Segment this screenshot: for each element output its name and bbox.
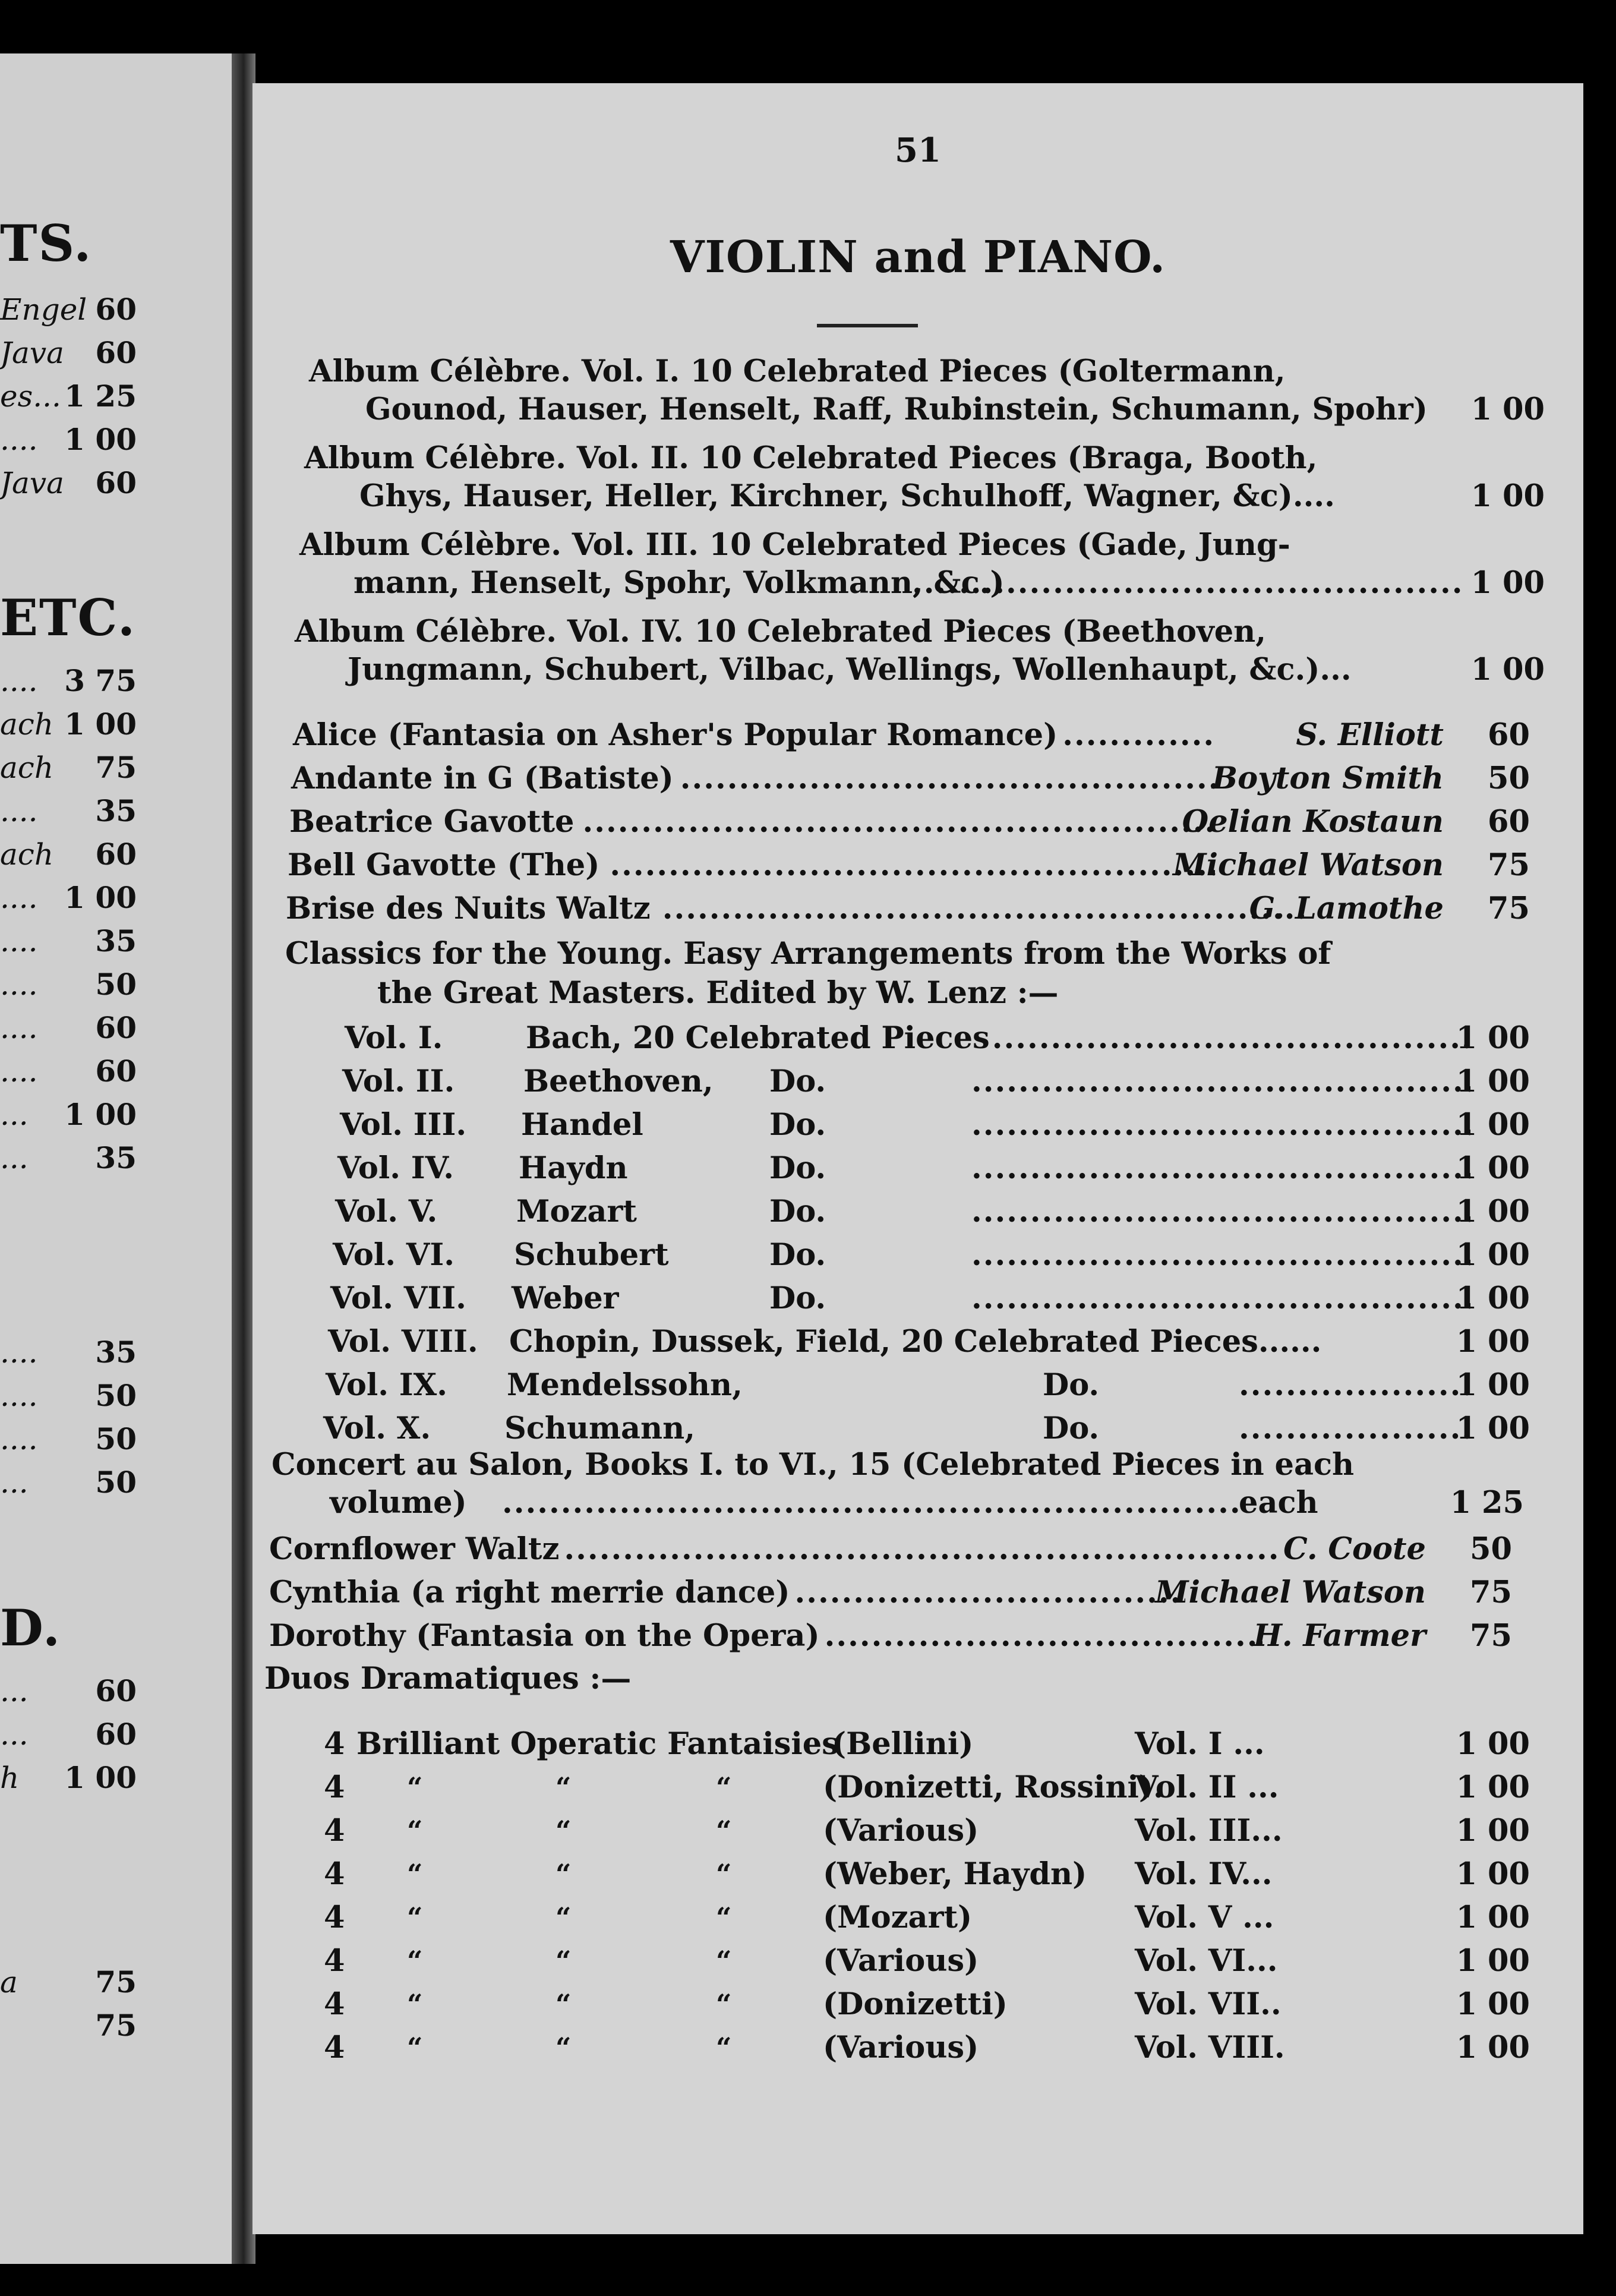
left-row-text: .... [0, 1379, 38, 1413]
left-row-text: ach [0, 837, 54, 872]
left-row-text: .... [0, 1335, 38, 1370]
piece-arranger: Michael Watson [1173, 847, 1444, 883]
ditto-mark: “ [556, 1988, 572, 2020]
volume-number: Vol. I. [345, 1020, 443, 1056]
ditto-mark: “ [716, 2032, 732, 2064]
left-heading-1: TS. [0, 214, 93, 273]
volume-number: Vol. II. [342, 1064, 455, 1099]
volume-composer: Schubert [514, 1237, 669, 1273]
piece-arranger: S. Elliott [1296, 717, 1444, 753]
left-price-row [0, 876, 232, 919]
price: 1 00 [1456, 1020, 1530, 1056]
dot-leader [971, 1278, 1470, 1319]
left-price-row [0, 963, 232, 1006]
left-row-price: 60 [95, 292, 137, 327]
volume-number: Vol. III. [340, 1107, 467, 1143]
left-row-text: Java [0, 466, 64, 500]
volume-composer: Mendelssohn, [507, 1367, 743, 1403]
piece-title: Bell Gavotte (The) [288, 847, 600, 883]
duo-volume: Vol. V ... [1135, 1900, 1274, 1935]
piece-title: Alice (Fantasia on Asher's Popular Romance) [293, 717, 1058, 753]
duo-description: Brilliant Operatic Fantaisies [356, 1726, 839, 1762]
duo-count: 4 [324, 1856, 345, 1892]
piece-arranger: Boyton Smith [1212, 761, 1444, 796]
ditto-mark: “ [556, 1771, 572, 1803]
concert-line1: Concert au Salon, Books I. to VI., 15 (Celebrated Pieces in each [272, 1447, 1355, 1483]
left-row-price: 35 [95, 1335, 137, 1370]
duo-composers: (Mozart) [823, 1900, 973, 1935]
left-price-row [0, 790, 232, 832]
duo-composers: (Donizetti) [823, 1986, 1008, 2022]
left-row-text: ... [0, 1717, 29, 1752]
ditto-mark: “ [716, 1858, 732, 1890]
album-line2: mann, Henselt, Spohr, Volkmann, &c.) [354, 565, 1005, 601]
left-row-price: 60 [95, 1673, 137, 1708]
album-line1: Album Célèbre. Vol. I. 10 Celebrated Pieces (Goltermann, [309, 354, 1286, 389]
dot-leader [825, 1615, 1262, 1657]
price: 1 00 [1470, 392, 1545, 427]
left-price-row [0, 288, 232, 331]
dot-leader [564, 1528, 1280, 1570]
volume-ditto: Do. [769, 1237, 826, 1273]
left-row-text: Java [0, 336, 64, 370]
piece-title: Cynthia (a right merrie dance) [269, 1575, 790, 1610]
left-price-row [0, 920, 232, 963]
piece-title: Andante in G (Batiste) [291, 761, 674, 796]
volume-composer: Mozart [516, 1194, 637, 1229]
left-row-price: 75 [95, 1964, 137, 1999]
price: 1 00 [1470, 478, 1545, 514]
left-row-text: h [0, 1761, 20, 1795]
left-row-price: 50 [95, 967, 137, 1002]
volume-ditto: Do. [769, 1281, 826, 1316]
left-row-text: .... [0, 967, 38, 1002]
album-line2: Ghys, Hauser, Heller, Kirchner, Schulhoff, Wagner, &c).... [359, 478, 1335, 514]
piece-arranger: C. Coote [1283, 1531, 1426, 1567]
dot-leader [1239, 1408, 1470, 1449]
volume-number: Vol. X. [323, 1411, 431, 1446]
dot-leader [1062, 714, 1215, 756]
price: 1 00 [1456, 1943, 1530, 1979]
volume-composer: Haydn [519, 1150, 628, 1186]
dot-leader [680, 758, 1215, 799]
ditto-mark: “ [407, 1945, 423, 1977]
ditto-mark: “ [407, 1901, 423, 1934]
ditto-mark: “ [407, 1988, 423, 2020]
left-heading-3: D. [0, 1598, 62, 1657]
duo-volume: Vol. VI... [1135, 1943, 1278, 1979]
left-row-text: .... [0, 664, 38, 698]
duo-composers: (Weber, Haydn) [823, 1856, 1087, 1892]
ditto-mark: “ [556, 1815, 572, 1847]
price: 1 00 [1456, 1770, 1530, 1805]
album-line1: Album Célèbre. Vol. II. 10 Celebrated Pieces (Braga, Booth, [304, 440, 1318, 476]
ditto-mark: “ [556, 1901, 572, 1934]
ditto-mark: “ [556, 2032, 572, 2064]
volume-composer: Bach, 20 Celebrated Pieces [526, 1020, 990, 1056]
volume-composer: Handel [521, 1107, 643, 1143]
price: 1 00 [1456, 1726, 1530, 1762]
dot-leader [992, 1017, 1470, 1059]
left-row-text: ... [0, 1141, 29, 1175]
price: 1 00 [1456, 1986, 1530, 2022]
dot-leader [1239, 1364, 1470, 1406]
volume-composer: Schumann, [504, 1411, 695, 1446]
left-price-row [0, 833, 232, 876]
left-row-text: .... [0, 422, 38, 457]
dot-leader [971, 1061, 1470, 1102]
ditto-mark: “ [407, 1858, 423, 1890]
price: 1 00 [1456, 1324, 1530, 1360]
duo-composers: (Various) [823, 1813, 979, 1849]
left-row-price: 60 [95, 1054, 137, 1089]
page-number: 51 [895, 131, 941, 170]
dot-leader [971, 1234, 1470, 1276]
left-price-row [0, 375, 232, 418]
catalog-page [252, 83, 1583, 2234]
title-rule [817, 324, 918, 327]
book-gutter [232, 53, 255, 2264]
left-row-price: 60 [95, 335, 137, 370]
ditto-mark: “ [716, 1815, 732, 1847]
left-price-row [0, 703, 232, 746]
duo-volume: Vol. III... [1135, 1813, 1283, 1849]
left-row-text: .... [0, 881, 38, 915]
volume-number: Vol. VI. [333, 1237, 454, 1273]
price: 1 00 [1456, 1900, 1530, 1935]
left-row-price: 35 [95, 1140, 137, 1175]
duo-count: 4 [324, 2030, 345, 2065]
piece-title: Beatrice Gavotte [289, 804, 575, 840]
left-row-price: 3 75 [64, 663, 137, 698]
left-row-price: 1 00 [64, 422, 137, 457]
left-price-row [0, 1418, 232, 1461]
volume-composer: Chopin, Dussek, Field, 20 Celebrated Pieces...... [509, 1324, 1322, 1360]
price: 75 [1488, 891, 1530, 926]
classics-line1: Classics for the Young. Easy Arrangements from the Works of [285, 936, 1331, 972]
ditto-mark: “ [716, 1901, 732, 1934]
volume-ditto: Do. [1043, 1411, 1100, 1446]
left-price-row [0, 1461, 232, 1504]
piece-title: Dorothy (Fantasia on the Opera) [269, 1618, 820, 1654]
left-price-row [0, 1007, 232, 1049]
left-price-row [0, 1713, 232, 1756]
left-price-row [0, 746, 232, 789]
ditto-mark: “ [407, 2032, 423, 2064]
volume-ditto: Do. [769, 1194, 826, 1229]
duos-heading: Duos Dramatiques :— [264, 1661, 632, 1696]
price: 60 [1488, 804, 1530, 840]
left-row-price: 1 00 [64, 1097, 137, 1132]
duo-volume: Vol. IV... [1135, 1856, 1273, 1892]
dot-leader [662, 888, 1304, 929]
duo-count: 4 [324, 1770, 345, 1805]
volume-number: Vol. V. [335, 1194, 438, 1229]
piece-arranger: Michael Watson [1155, 1575, 1426, 1610]
volume-ditto: Do. [769, 1150, 826, 1186]
price: 1 00 [1470, 565, 1545, 601]
left-row-price: 60 [95, 1010, 137, 1045]
left-row-text: .... [0, 924, 38, 958]
left-price-row [0, 1331, 232, 1374]
dot-leader [971, 1104, 1470, 1146]
ditto-mark: “ [407, 1815, 423, 1847]
left-row-text: ... [0, 1465, 29, 1500]
price: 1 00 [1456, 1194, 1530, 1229]
left-row-price: 50 [95, 1465, 137, 1500]
duo-count: 4 [324, 1943, 345, 1979]
price: 1 00 [1456, 2030, 1530, 2065]
duo-composers: (Bellini) [832, 1726, 974, 1762]
dot-leader [582, 801, 1215, 843]
volume-number: Vol. VIII. [328, 1324, 478, 1360]
left-row-price: 35 [95, 793, 137, 828]
album-line2: Jungmann, Schubert, Vilbac, Wellings, Wollenhaupt, &c.)... [348, 652, 1352, 687]
price: 1 00 [1470, 652, 1545, 687]
album-line2: Gounod, Hauser, Henselt, Raff, Rubinstein, Schumann, Spohr) [365, 392, 1428, 427]
left-row-price: 1 00 [64, 880, 137, 915]
price: 1 00 [1456, 1281, 1530, 1316]
ditto-mark: “ [556, 1945, 572, 1977]
left-price-row [0, 1093, 232, 1136]
price: 1 00 [1456, 1150, 1530, 1186]
ditto-mark: “ [556, 1858, 572, 1890]
piece-arranger: Oelian Kostaun [1182, 804, 1444, 840]
left-price-row [0, 1670, 232, 1712]
volume-composer: Beethoven, [523, 1064, 714, 1099]
left-row-price: 50 [95, 1378, 137, 1413]
price: 1 00 [1456, 1064, 1530, 1099]
classics-line2: the Great Masters. Edited by W. Lenz :— [377, 975, 1059, 1011]
duo-count: 4 [324, 1726, 345, 1762]
volume-ditto: Do. [769, 1107, 826, 1143]
left-row-price: 50 [95, 1421, 137, 1456]
left-row-price: 35 [95, 923, 137, 958]
left-price-row [0, 462, 232, 504]
dot-leader [502, 1482, 1239, 1524]
price: 75 [1470, 1575, 1512, 1610]
left-row-price: 1 00 [64, 1760, 137, 1795]
duo-count: 4 [324, 1986, 345, 2022]
left-row-text: Engel [0, 292, 87, 327]
left-price-row [0, 1137, 232, 1179]
left-heading-2: ETC. [0, 588, 137, 647]
price: 50 [1470, 1531, 1512, 1567]
piece-title: Cornflower Waltz [269, 1531, 560, 1567]
duo-volume: Vol. VIII. [1135, 2030, 1285, 2065]
left-price-row [0, 2004, 232, 2047]
piece-arranger: G. Lamothe [1249, 891, 1444, 926]
left-row-text: ach [0, 707, 54, 742]
left-row-text: .... [0, 1422, 38, 1456]
page-title: VIOLIN and PIANO. [670, 232, 1166, 283]
dot-leader [971, 1191, 1470, 1232]
price: 1 00 [1456, 1813, 1530, 1849]
duo-composers: (Various) [823, 2030, 979, 2065]
volume-number: Vol. VII. [330, 1281, 466, 1316]
volume-ditto: Do. [769, 1064, 826, 1099]
left-price-row [0, 1756, 232, 1799]
duo-count: 4 [324, 1900, 345, 1935]
ditto-mark: “ [716, 1988, 732, 2020]
left-price-row [0, 1961, 232, 2004]
ditto-mark: “ [716, 1945, 732, 1977]
ditto-mark: “ [716, 1771, 732, 1803]
left-price-row [0, 1374, 232, 1417]
dot-leader [610, 844, 1215, 886]
left-row-text: a [0, 1965, 18, 1999]
left-row-text: es... [0, 379, 61, 414]
duo-volume: Vol. I ... [1135, 1726, 1265, 1762]
price: 1 00 [1456, 1237, 1530, 1273]
left-row-price: 1 25 [64, 379, 137, 414]
duo-volume: Vol. II ... [1135, 1770, 1279, 1805]
volume-number: Vol. IX. [326, 1367, 447, 1403]
left-row-text: ... [0, 1097, 29, 1132]
left-price-row [0, 332, 232, 374]
left-price-row [0, 1050, 232, 1093]
price: 1 25 [1450, 1485, 1524, 1521]
left-row-text: ... [0, 1674, 29, 1708]
price: 1 00 [1456, 1107, 1530, 1143]
left-row-price: 75 [95, 2008, 137, 2043]
price: 1 00 [1456, 1856, 1530, 1892]
left-row-price: 60 [95, 465, 137, 500]
dot-leader [795, 1572, 1186, 1613]
left-price-row [0, 660, 232, 702]
dot-leader [912, 562, 1464, 604]
left-row-price: 75 [95, 750, 137, 785]
concert-line2: volume) [330, 1485, 467, 1521]
left-row-price: 60 [95, 837, 137, 872]
duo-composers: (Various) [823, 1943, 979, 1979]
left-page-fragment [0, 53, 232, 2264]
duo-composers: (Donizetti, Rossini). [823, 1770, 1164, 1805]
concert-each: each [1239, 1485, 1318, 1521]
dot-leader [971, 1147, 1470, 1189]
album-line1: Album Célèbre. Vol. IV. 10 Celebrated Pieces (Beethoven, [295, 614, 1266, 649]
left-row-text: .... [0, 794, 38, 828]
price: 1 00 [1456, 1367, 1530, 1403]
left-row-text: .... [0, 1054, 38, 1089]
duo-volume: Vol. VII.. [1135, 1986, 1282, 2022]
volume-composer: Weber [512, 1281, 619, 1316]
volume-number: Vol. IV. [337, 1150, 454, 1186]
piece-title: Brise des Nuits Waltz [286, 891, 651, 926]
duo-count: 4 [324, 1813, 345, 1849]
left-price-row [0, 418, 232, 461]
volume-ditto: Do. [1043, 1367, 1100, 1403]
left-row-text: .... [0, 1011, 38, 1045]
price: 60 [1488, 717, 1530, 753]
price: 75 [1488, 847, 1530, 883]
left-row-text: ach [0, 750, 54, 785]
left-row-price: 1 00 [64, 707, 137, 742]
ditto-mark: “ [407, 1771, 423, 1803]
price: 50 [1488, 761, 1530, 796]
piece-arranger: H. Farmer [1253, 1618, 1426, 1654]
price: 1 00 [1456, 1411, 1530, 1446]
price: 75 [1470, 1618, 1512, 1654]
album-line1: Album Célèbre. Vol. III. 10 Celebrated Pieces (Gade, Jung- [299, 527, 1290, 563]
left-row-price: 60 [95, 1717, 137, 1752]
